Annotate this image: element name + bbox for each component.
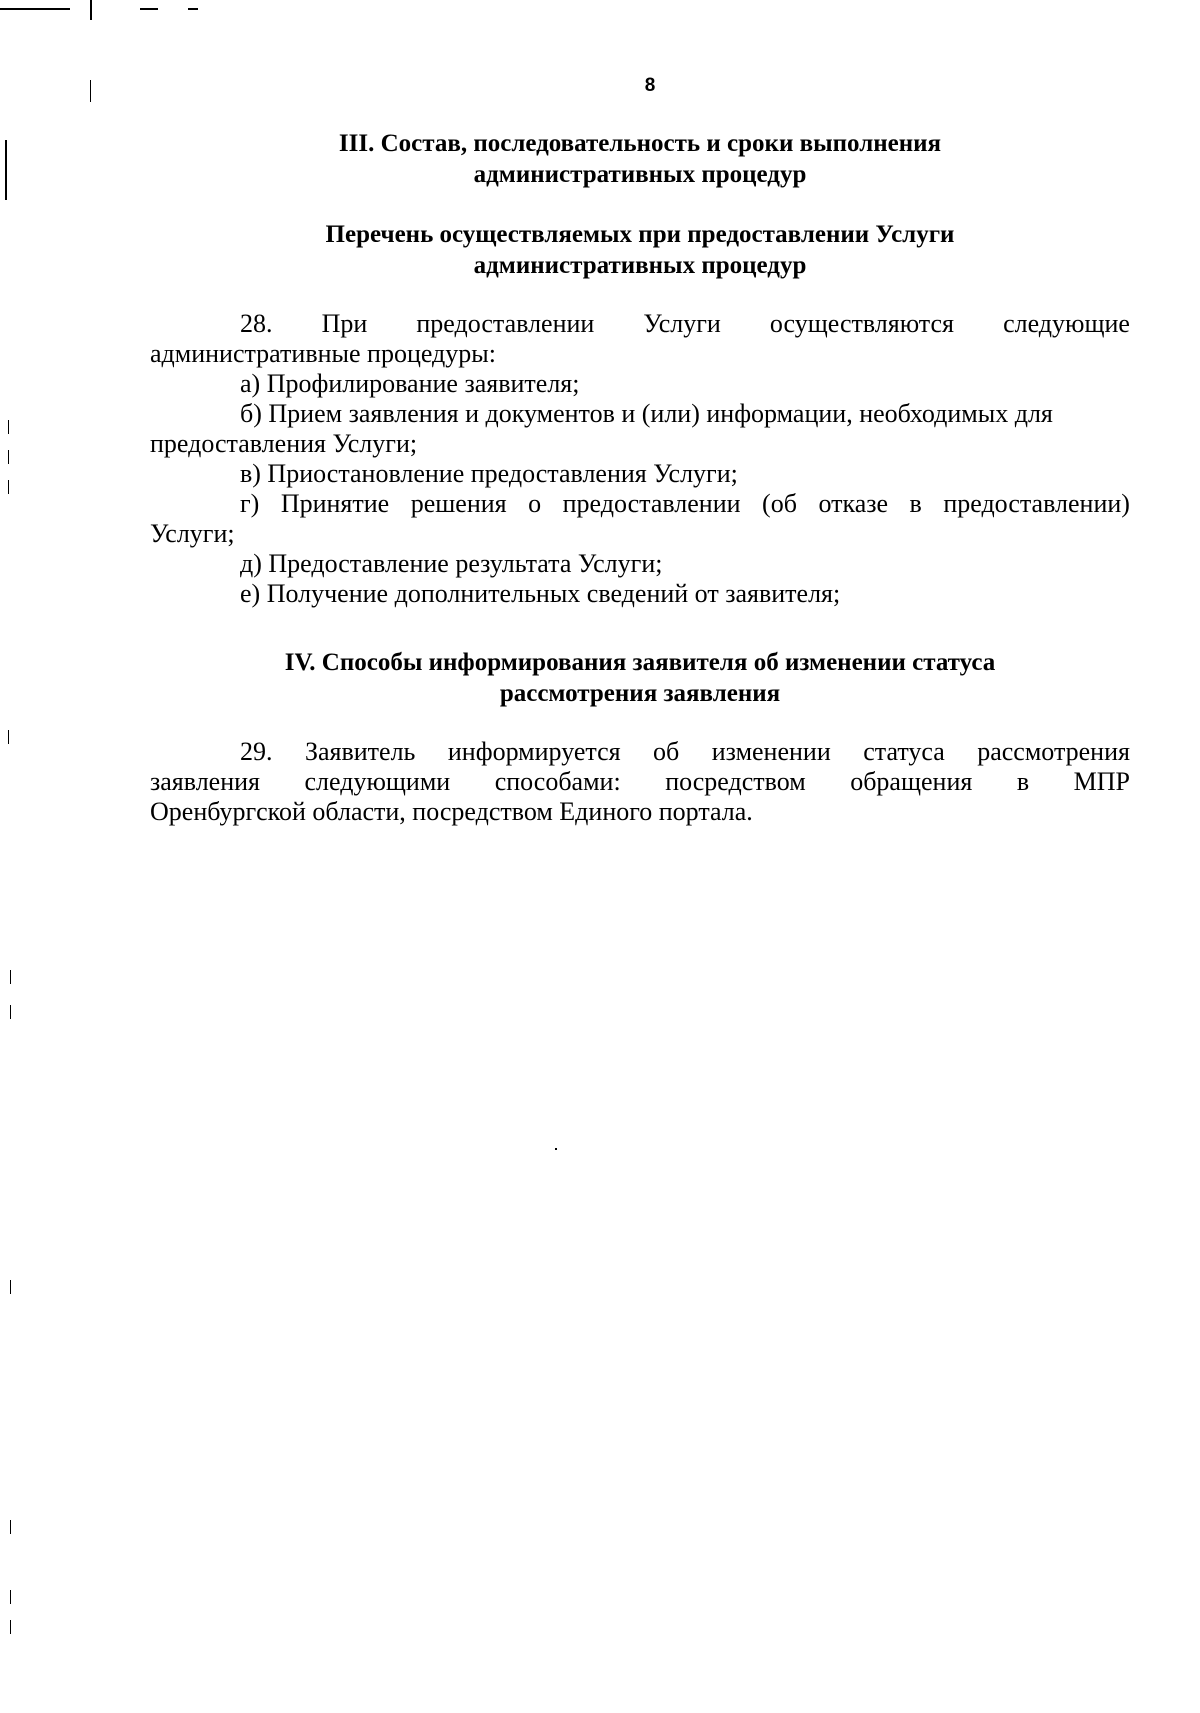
word: заявления [150, 767, 261, 796]
list-item-b-line-1: б) Прием заявления и документов и (или) информации, необходимых для [240, 399, 1053, 428]
word: Принятие [280, 489, 390, 518]
paragraph-29-line-3: Оренбургской области, посредством Единого портала. [150, 797, 753, 826]
word: следующими [304, 767, 451, 796]
word: осуществляются [769, 309, 954, 338]
scan-artifact [0, 8, 70, 10]
section-4-heading-line-1: IV. Способы информирования заявителя об изменении статуса [284, 649, 996, 676]
scan-artifact [10, 1005, 11, 1019]
section-3-heading-line-2: административных процедур [473, 161, 807, 188]
word: Услуги [643, 309, 721, 338]
paragraph-28-line-1 [150, 309, 1130, 339]
scan-artifact [140, 8, 158, 10]
subsection-heading-line-1: Перечень осуществляемых при предоставлении Услуги [325, 221, 955, 248]
section-3-heading-line-1: III. Состав, последовательность и сроки выполнения [338, 130, 942, 157]
word: предоставлении [562, 489, 741, 518]
word: об [653, 737, 680, 766]
word: предоставлении) [943, 489, 1130, 518]
list-item-e: е) Получение дополнительных сведений от заявителя; [240, 579, 841, 608]
word: 28. [240, 309, 273, 338]
word: в [1016, 767, 1030, 796]
list-item-v: в) Приостановление предоставления Услуги; [240, 459, 738, 488]
list-item-g-line-2: Услуги; [150, 519, 235, 548]
word: г) [240, 489, 260, 518]
word: статуса [863, 737, 945, 766]
word: Заявитель [304, 737, 416, 766]
scan-artifact [10, 1620, 11, 1634]
word: МПР [1073, 767, 1130, 796]
scan-artifact [90, 0, 92, 20]
list-item-a: а) Профилирование заявителя; [240, 369, 580, 398]
word: решения [410, 489, 507, 518]
word: рассмотрения [977, 737, 1130, 766]
word: информируется [447, 737, 621, 766]
list-item-b-line-2: предоставления Услуги; [150, 429, 418, 458]
paragraph-29-line-1 [150, 737, 1130, 767]
word: При [321, 309, 368, 338]
word: 29. [240, 737, 273, 766]
scan-artifact [555, 1148, 557, 1150]
scan-artifact [10, 1280, 11, 1294]
scan-artifact [8, 420, 9, 434]
section-4-heading-line-2: рассмотрения заявления [499, 680, 781, 707]
word: в [909, 489, 922, 518]
list-item-g-line-1 [150, 489, 1130, 519]
paragraph-28-line-2: административные процедуры: [150, 339, 496, 368]
subsection-heading-line-2: административных процедур [473, 252, 807, 279]
word: посредством [665, 767, 806, 796]
scan-artifact [8, 730, 9, 744]
word: следующие [1003, 309, 1130, 338]
word: изменении [711, 737, 831, 766]
scan-artifact [10, 1520, 11, 1534]
scan-artifact [8, 480, 9, 494]
word: отказе [818, 489, 889, 518]
word: обращения [850, 767, 973, 796]
word: предоставлении [416, 309, 595, 338]
paragraph-29-line-2 [150, 767, 1130, 797]
word: о [528, 489, 542, 518]
list-item-d: д) Предоставление результата Услуги; [240, 549, 663, 578]
paragraph-28 [150, 309, 1130, 609]
word: способами: [494, 767, 621, 796]
scan-artifact [10, 970, 11, 984]
page-number: 8 [644, 75, 656, 96]
scan-artifact [8, 450, 9, 464]
scan-artifact [5, 140, 7, 200]
scan-artifact [188, 8, 198, 10]
paragraph-29 [150, 737, 1130, 827]
subsection-heading [150, 219, 1130, 281]
section-3-heading [150, 128, 1130, 190]
scan-artifact [10, 1590, 11, 1604]
word: (об [762, 489, 797, 518]
section-4-heading [150, 647, 1130, 709]
